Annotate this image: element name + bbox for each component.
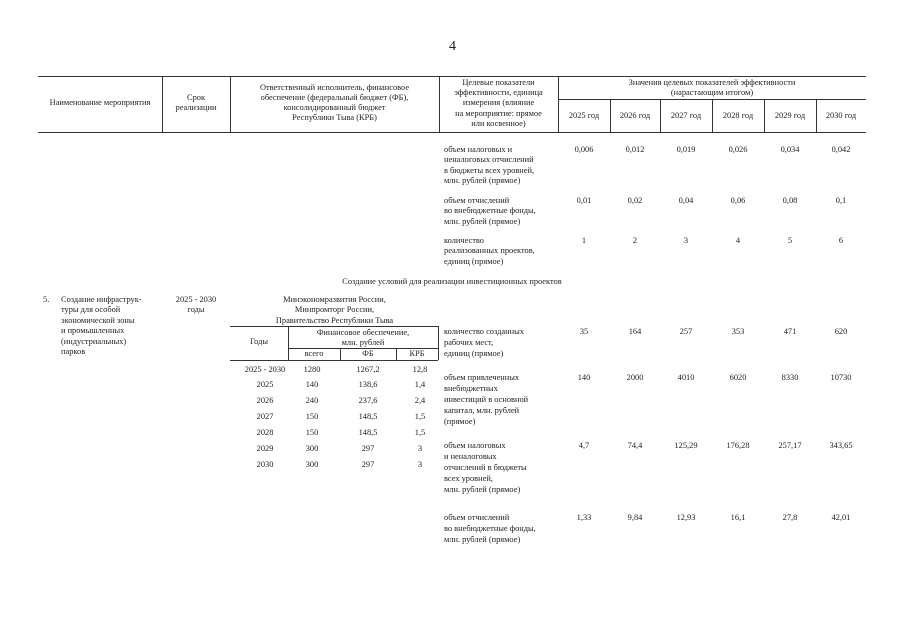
fin-bottom-rule — [230, 360, 438, 361]
fin-year: 2030 — [256, 460, 274, 469]
header-year-2027: 2027 год — [670, 111, 702, 120]
indicator-line: (прямое) — [444, 417, 476, 426]
value-2029: 5 — [787, 236, 793, 245]
item-term-line: годы — [187, 305, 205, 314]
value-2030: 343,65 — [829, 441, 853, 450]
indicator-line: млн. рублей (прямое) — [444, 485, 521, 494]
indicator-line: отчислений в бюджеты — [444, 463, 527, 472]
fin-total: 300 — [305, 460, 319, 469]
value-2030: 10730 — [830, 373, 852, 382]
fin-fb: 237,6 — [358, 396, 378, 405]
value-2026: 2000 — [626, 373, 644, 382]
header-ind-5: или косвенное) — [471, 119, 526, 128]
page-number: 4 — [449, 39, 456, 54]
fin-header-total: всего — [304, 349, 324, 358]
value-2027: 3 — [683, 236, 689, 245]
header-ind-3: измерения (влияние — [462, 98, 535, 107]
value-2030: 620 — [834, 327, 848, 336]
fin-krb: 1,5 — [414, 412, 426, 421]
fin-header-years: Годы — [250, 337, 268, 346]
executor-line: Правительство Республики Тыва — [275, 316, 394, 325]
header-name: Наименование мероприятия — [49, 98, 151, 107]
value-2026: 9,84 — [627, 513, 643, 522]
value-2030: 0,042 — [831, 145, 851, 154]
value-2026: 2 — [632, 236, 638, 245]
item-name-line: парков — [61, 347, 86, 356]
fin-total: 1280 — [303, 365, 321, 374]
fin-krb: 1,5 — [414, 428, 426, 437]
fin-fb: 297 — [361, 444, 375, 453]
fin-krb: 3 — [417, 460, 423, 469]
indicator-line: неналоговых отчислений — [444, 155, 534, 164]
value-2029: 0,034 — [780, 145, 800, 154]
value-2025: 4,7 — [578, 441, 590, 450]
value-2030: 0,1 — [835, 196, 847, 205]
indicator-line: капитал, млн. рублей — [444, 406, 520, 415]
header-ind-1: Целевые показатели — [462, 78, 535, 87]
value-2030: 6 — [838, 236, 844, 245]
indicator-line: реализованных проектов, — [444, 246, 535, 255]
indicator-line: всех уровней, — [444, 474, 493, 483]
item-term-line: 2025 - 2030 — [175, 295, 217, 304]
header-year-2030: 2030 год — [825, 111, 857, 120]
value-2027: 0,019 — [676, 145, 696, 154]
header-year-2026: 2026 год — [619, 111, 651, 120]
fin-year: 2025 - 2030 — [244, 365, 286, 374]
fin-year: 2027 — [256, 412, 274, 421]
header-values-2: (нарастающим итогом) — [670, 88, 754, 97]
fin-year: 2029 — [256, 444, 274, 453]
fin-fb: 138,6 — [358, 380, 378, 389]
fin-total: 240 — [305, 396, 319, 405]
executor-line: Минпромторг России, — [294, 305, 375, 314]
header-bottom-rule — [38, 132, 866, 133]
item-name-line: экономической зоны — [61, 316, 135, 325]
value-2029: 471 — [783, 327, 797, 336]
header-ind-4: на мероприятие: прямое — [455, 109, 542, 118]
fin-total: 300 — [305, 444, 319, 453]
header-year-2028: 2028 год — [722, 111, 754, 120]
fin-header-title-2: млн. рублей — [341, 338, 385, 347]
value-2028: 4 — [735, 236, 741, 245]
item-name-line: Создание инфраструк- — [61, 295, 142, 304]
indicator-line: объем налоговых и — [444, 145, 513, 154]
indicator-line: инвестиций в основной — [444, 395, 529, 404]
value-2026: 0,02 — [627, 196, 643, 205]
executor-line: Минэкономразвития России, — [283, 295, 386, 304]
indicator-line: единиц (прямое) — [444, 257, 504, 266]
value-2028: 6020 — [729, 373, 747, 382]
fin-header-title-1: Финансовое обеспечение, — [316, 328, 410, 337]
value-2028: 16,1 — [730, 513, 746, 522]
fin-total: 150 — [305, 428, 319, 437]
fin-total: 140 — [305, 380, 319, 389]
fin-fb: 297 — [361, 460, 375, 469]
fin-header-fb: ФБ — [362, 349, 374, 358]
fin-divider — [438, 326, 439, 360]
value-2027: 125,29 — [674, 441, 698, 450]
header-term-1: Срок — [186, 93, 206, 102]
fin-krb: 3 — [417, 444, 423, 453]
value-2025: 1 — [581, 236, 587, 245]
fin-fb: 148,5 — [358, 428, 378, 437]
value-2027: 257 — [679, 327, 693, 336]
item-number: 5. — [43, 295, 50, 304]
value-2027: 0,04 — [678, 196, 694, 205]
fin-fb: 1267,2 — [356, 365, 380, 374]
indicator-line: рабочих мест, — [444, 338, 494, 347]
fin-year: 2025 — [256, 380, 274, 389]
value-2029: 257,17 — [778, 441, 802, 450]
value-2026: 0,012 — [625, 145, 645, 154]
indicator-line: во внебюджетные фонды, — [444, 524, 536, 533]
item-name-line: (индустриальных) — [61, 337, 127, 346]
indicator-line: единиц (прямое) — [444, 349, 504, 358]
fin-total: 150 — [305, 412, 319, 421]
fin-fb: 148,5 — [358, 412, 378, 421]
section-title: Создание условий для реализации инвестиционных проектов — [342, 277, 562, 286]
header-year-2025: 2025 год — [568, 111, 600, 120]
header-exec-1: Ответственный исполнитель, финансовое — [259, 83, 410, 92]
fin-header-krb: КРБ — [409, 349, 425, 358]
indicator-line: во внебюджетные фонды, — [444, 206, 536, 215]
indicator-line: объем отчислений — [444, 513, 510, 522]
value-2027: 12,93 — [676, 513, 696, 522]
value-2029: 27,8 — [782, 513, 798, 522]
indicator-line: объем налоговых — [444, 441, 506, 450]
fin-top-rule — [230, 326, 438, 327]
value-2028: 176,28 — [726, 441, 750, 450]
fin-krb: 12,8 — [412, 365, 428, 374]
value-2026: 74,4 — [627, 441, 643, 450]
header-exec-2: обеспечение (федеральный бюджет (ФБ), — [260, 93, 409, 102]
indicator-line: количество — [444, 236, 484, 245]
indicator-line: внебюджетных — [444, 384, 498, 393]
header-term-2: реализации — [175, 103, 217, 112]
indicator-line: млн. рублей (прямое) — [444, 535, 521, 544]
item-name-line: туры для особой — [61, 305, 121, 314]
value-2026: 164 — [628, 327, 642, 336]
value-2025: 35 — [579, 327, 589, 336]
fin-year: 2026 — [256, 396, 274, 405]
fin-krb: 1,4 — [414, 380, 426, 389]
fin-year: 2028 — [256, 428, 274, 437]
indicator-line: количество созданных — [444, 327, 524, 336]
indicator-line: объем отчислений — [444, 196, 510, 205]
item-name-line: и промышленных — [61, 326, 125, 335]
indicator-line: млн. рублей (прямое) — [444, 217, 521, 226]
header-exec-3: консолидированный бюджет — [283, 103, 386, 112]
indicator-line: в бюджеты всех уровней, — [444, 166, 535, 175]
value-2029: 8330 — [781, 373, 799, 382]
indicator-line: млн. рублей (прямое) — [444, 176, 521, 185]
indicator-line: объем привлеченных — [444, 373, 520, 382]
fin-krb: 2,4 — [414, 396, 426, 405]
value-2025: 140 — [577, 373, 591, 382]
value-2028: 0,06 — [730, 196, 746, 205]
header-exec-4: Республики Тыва (КРБ) — [292, 113, 377, 122]
value-2028: 353 — [731, 327, 745, 336]
value-2025: 0,01 — [576, 196, 592, 205]
value-2028: 0,026 — [728, 145, 748, 154]
value-2027: 4010 — [677, 373, 695, 382]
header-values-1: Значения целевых показателей эффективности — [628, 78, 796, 87]
indicator-line: и неналоговых — [444, 452, 497, 461]
header-ind-2: эффективности, единица — [454, 88, 543, 97]
header-year-2029: 2029 год — [774, 111, 806, 120]
value-2025: 1,33 — [576, 513, 592, 522]
value-2029: 0,08 — [782, 196, 798, 205]
value-2025: 0,006 — [574, 145, 594, 154]
value-2030: 42,01 — [831, 513, 851, 522]
